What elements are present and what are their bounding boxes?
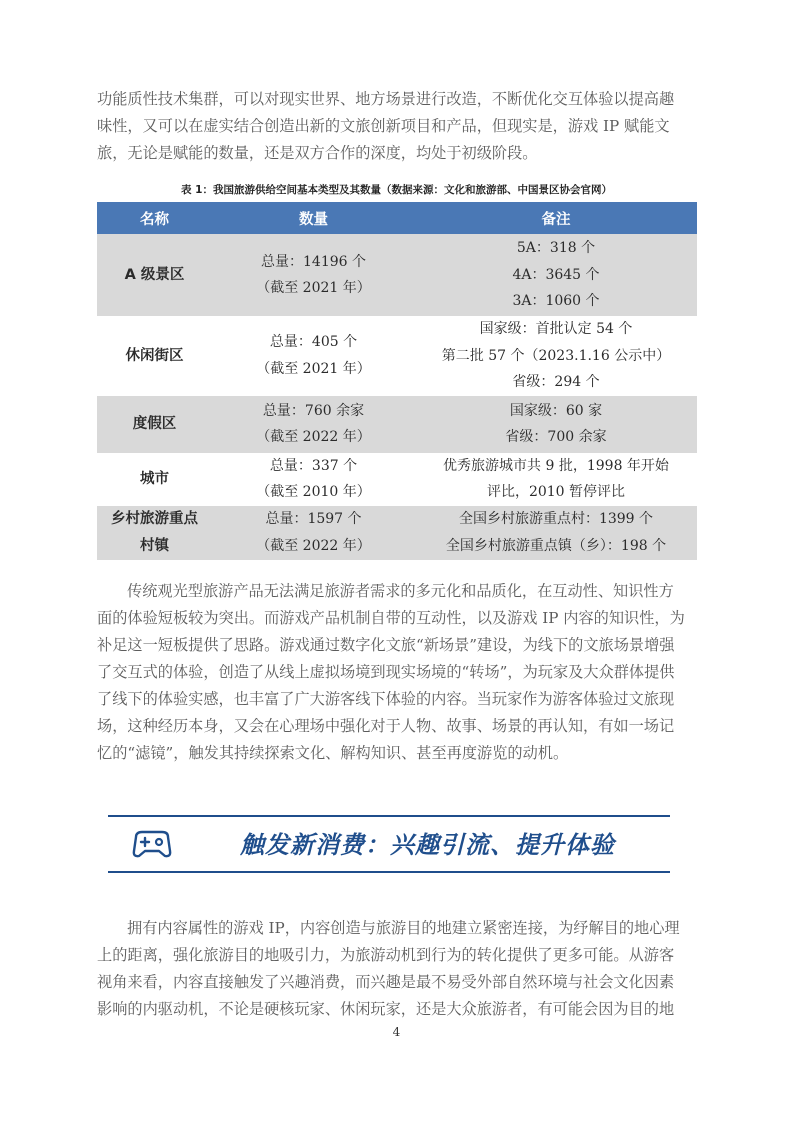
cell-text: 总量：405 个 [269,334,358,351]
row-note-cell [415,506,697,560]
text-line: 上的距离，强化旅游目的地吸引力，为旅游动机到行为的转化提供了更多可能。从游客 [97,946,675,964]
row-note-cell [415,453,697,506]
row-note-cell [415,396,697,453]
cell-text: 3A：1060 个 [512,293,600,310]
table-row [97,453,697,506]
cell-text: 省级：700 余家 [505,429,607,445]
text-line: 忆的“滤镜”，触发其持续探索文化、解构知识、甚至再度游览的动机。 [97,744,569,762]
heading-rule-bottom [108,871,670,873]
table-header-row [97,202,697,234]
section-heading-banner [108,815,670,873]
text-line: 场，这种经历本身，又会在心理场中强化对于人物、故事、场景的再认知，有如一场记 [97,717,675,735]
game-controller-icon [132,829,172,859]
column-header-note: 备注 [415,202,697,234]
row-count-cell [212,453,415,506]
cell-text: （截至 2021 年） [256,360,371,377]
cell-text: 村镇 [140,537,169,554]
row-name-cell [97,506,212,560]
cell-text: 全国乡村旅游重点村：1399 个 [458,511,654,527]
text-line: 功能质性技术集群，可以对现实世界、地方场景进行改造，不断优化交互体验以提高趣 [97,90,675,108]
cell-text: 总量：760 余家 [262,402,365,419]
body-paragraph [97,578,697,767]
row-name-cell [97,453,212,506]
text-line: 了交互式的体验，创造了从线上虚拟场境到现实场境的“转场”，为玩家及大众群体提供 [97,663,675,681]
cell-text: 评比，2010 暂停评比 [486,484,626,500]
text-line: 视角来看，内容直接触发了兴趣消费，而兴趣是最不易受外部自然环境与社会文化因素 [97,973,675,991]
cell-text: 总量：14196 个 [261,253,366,270]
cell-text: 4A：3645 个 [512,266,600,283]
row-count-cell [212,316,415,396]
text-line: 传统观光型旅游产品无法满足旅游者需求的多元化和品质化，在互动性、知识性方 [127,582,674,600]
text-line: 面的体验短板较为突出。而游戏产品机制自带的互动性，以及游戏 IP 内容的知识性，为 [97,609,685,627]
row-count-cell [212,506,415,560]
row-note-cell [415,234,697,316]
cell-text: （截至 2022 年） [256,537,371,554]
cell-text: 省级：294 个 [512,374,600,390]
column-header-name: 名称 [97,202,212,234]
text-line: 了线下的体验实感，也丰富了广大游客线下体验的内容。当玩家作为游客体验过文旅现 [97,690,675,708]
cell-text: 国家级：60 家 [509,402,603,419]
text-line: 拥有内容属性的游戏 IP，内容创造与旅游目的地建立紧密连接，为纾解目的地心理 [127,919,680,937]
text-line: 补足这一短板提供了思路。游戏通过数字化文旅“新场景”建设，为线下的文旅场景增强 [97,636,675,654]
cell-text: 国家级：首批认定 54 个 [479,321,633,337]
cell-text: A 级景区 [124,266,185,283]
table-caption: 表 1：我国旅游供给空间基本类型及其数量（数据来源：文化和旅游部、中国景区协会官网） [181,184,612,196]
column-header-count: 数量 [212,202,415,234]
text-line: 旅，无论是赋能的数量，还是双方合作的深度，均处于初级阶段。 [97,144,538,162]
row-count-cell [212,396,415,453]
intro-paragraph [97,86,697,167]
table-row [97,234,697,316]
text-line: 影响的内驱动机，不论是硬核玩家、休闲玩家，还是大众旅游者，有可能会因为目的地 [97,1000,675,1018]
cell-text: 总量：337 个 [269,457,358,474]
cell-text: （截至 2010 年） [256,484,371,500]
page-number: 4 [392,1025,401,1039]
table-row [97,396,697,453]
table-row [97,506,697,560]
cell-text: 城市 [140,470,169,487]
cell-text: 第二批 57 个（2023.1.16 公示中） [441,347,671,364]
table-row [97,316,697,396]
row-name-cell [97,396,212,453]
body-paragraph [97,915,697,1023]
row-note-cell [415,316,697,396]
cell-text: 优秀旅游城市共 9 批，1998 年开始 [443,457,669,474]
row-name-cell [97,234,212,316]
cell-text: 乡村旅游重点 [111,511,198,527]
cell-text: 总量：1597 个 [265,511,362,527]
text-line: 味性，又可以在虚实结合创造出新的文旅创新项目和产品，但现实是，游戏 IP 赋能文 [97,117,670,135]
cell-text: 休闲街区 [125,347,184,364]
heading-rule-top [108,815,670,817]
cell-text: （截至 2022 年） [256,429,371,445]
row-name-cell [97,316,212,396]
supply-space-table [97,202,697,560]
row-count-cell [212,234,415,316]
cell-text: 5A：318 个 [516,240,596,257]
section-heading: 触发新消费：兴趣引流、提升体验 [240,831,615,859]
cell-text: 全国乡村旅游重点镇（乡）：198 个 [445,537,667,554]
cell-text: （截至 2021 年） [256,280,371,296]
cell-text: 度假区 [132,415,177,432]
